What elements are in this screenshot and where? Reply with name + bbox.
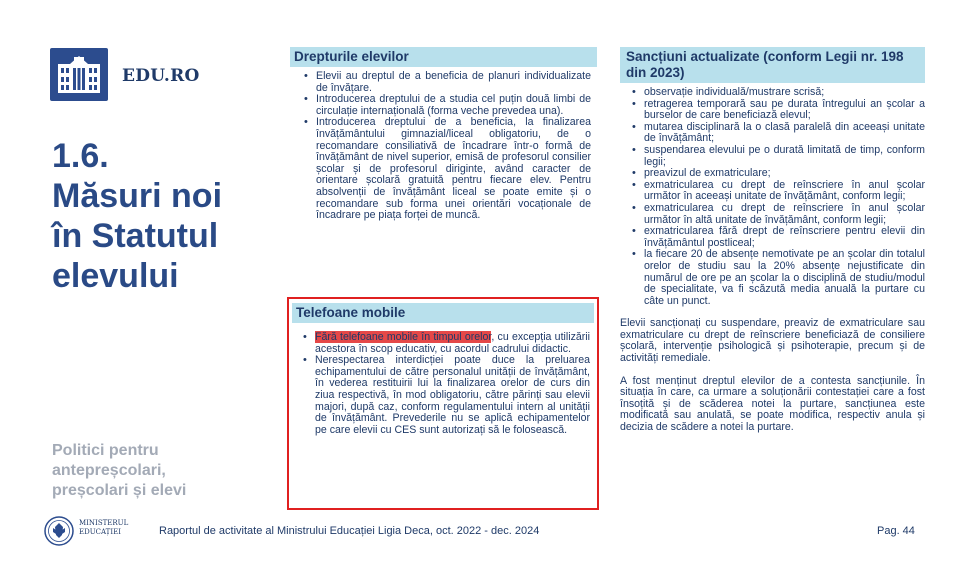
chapter-title-line: Măsuri noi (52, 177, 223, 215)
list-item: • retragerea temporară sau pe durata întregului an școlar a burselor de care beneficiază elevul; (644, 99, 925, 122)
rights-header: Drepturile elevilor (290, 47, 597, 67)
list-item (315, 332, 590, 355)
sanctions-paragraph: A fost menținut dreptul elevilor de a contesta sancțiunile. În situația în care, ca urmare a soluționării contestației care a fost însoțită și de scăderea notei la purtare, sancțiunea este modificată sau anulată, se poate modifica, respectiv anula și decizia de scădere a notei la purtare. (620, 374, 925, 434)
phones-section (287, 297, 599, 510)
chapter-title-line: elevului (52, 257, 179, 295)
sanctions-section (620, 47, 925, 434)
ministry-line: EDUCAȚIEI (79, 528, 121, 536)
brand-name: EDU.RO (122, 66, 200, 86)
list-item: • Elevii au dreptul de a beneficia de planuri individualizate de învățare. (316, 71, 591, 94)
list-item: • mutarea disciplinară la o clasă paralelă din aceeași unitate de învățământ; (644, 122, 925, 145)
sanctions-paragraph: Elevii sancționați cu suspendare, preaviz de exmatriculare sau exmatriculare cu drept de reînscriere beneficiază de consiliere școlară, intervenție psihologică și psihoterapie, precum și de activități remediale. (620, 317, 925, 365)
ministry-name (79, 519, 128, 537)
list-item: • Introducerea dreptului de a studia cel puțin două limbi de circulație internațională (forma veche prevedea una). (316, 94, 591, 117)
list-item: • observație individuală/mustrare scrisă; (644, 87, 925, 99)
chapter-title-line: 1.6. (52, 137, 109, 175)
sanctions-list (620, 87, 925, 307)
rights-list (290, 71, 597, 222)
chapter-title (52, 136, 282, 296)
list-item: • Nerespectarea interdicției poate duce la preluarea echipamentului de către personalul unității de învățământ, în vederea restituirii lui la finalizarea orelor de curs din ziua respectivă, în mod obligatoriu, către părinți sau elevii majori, după caz, conform regulamentului intern al unității de învățământ. Prevederile nu se aplică echipamentelor pe care elevii cu CES sunt autorizați să le folosească. (315, 355, 590, 436)
ministry-seal-icon (44, 516, 74, 546)
list-item: • exmatricularea cu drept de reînscriere în anul școlar următor în aceeași unitate de învățământ, conform legii; (644, 180, 925, 203)
list-item: • exmatricularea cu drept de reînscriere în anul școlar următor în altă unitate de învățământ, conform legii; (644, 203, 925, 226)
edu-logo-icon (50, 48, 108, 101)
highlighted-text: Fără telefoane mobile în timpul orelor (315, 331, 492, 343)
chapter-title-line: în Statutul (52, 217, 219, 255)
list-item: • suspendarea elevului pe o durată limitată de timp, conform legii; (644, 145, 925, 168)
building-icon (56, 54, 102, 95)
subtitle-line: preșcolari și elevi (52, 482, 187, 499)
list-item: • la fiecare 20 de absențe nemotivate pe an școlar din totalul orelor de studiu sau la 20% absențe nejustificate din numărul de ore pe an școlar la o disciplină de studiu/modul de specialitate, va fi scăzută media anuală la purtare cu câte un punct. (644, 249, 925, 307)
subtitle-line: antepreșcolari, (52, 462, 166, 479)
list-item-rest: , cu excepția utilizării acestora în scop educativ, cu acordul cadrului didactic. (315, 331, 590, 355)
sanctions-header: Sancțiuni actualizate (conform Legii nr. 198 din 2023) (620, 47, 925, 83)
page-number: Pag. 44 (877, 525, 915, 537)
phones-header: Telefoane mobile (292, 303, 594, 323)
phones-list (289, 332, 597, 436)
section-subtitle (52, 441, 252, 501)
list-item: • preavizul de exmatriculare; (644, 168, 925, 180)
ministry-line: MINISTERUL (79, 519, 129, 527)
list-item: • exmatricularea fără drept de reînscriere pentru elevii din învățământul postliceal; (644, 226, 925, 249)
list-item: • Introducerea dreptului de a beneficia, la finalizarea învățământului gimnazial/liceal obligatoriu, de o recomandare consiliativă de încadrare într-o formă de învățământ de nivel superior, emisă de profesorul consilier școlar și de profesorul diriginte, având caracter de orientare școlară gratuită pentru fiecare elev. Pentru absolvenții de învățământ liceal se poate emite și o recomandare sub forma unei orientări vocaționale de încadrare pe piața forței de muncă. (316, 117, 591, 221)
rights-section (290, 47, 597, 222)
footer-report: Raportul de activitate al Ministrului Educației Ligia Deca, oct. 2022 - dec. 2024 (159, 525, 540, 537)
subtitle-line: Politici pentru (52, 442, 159, 459)
